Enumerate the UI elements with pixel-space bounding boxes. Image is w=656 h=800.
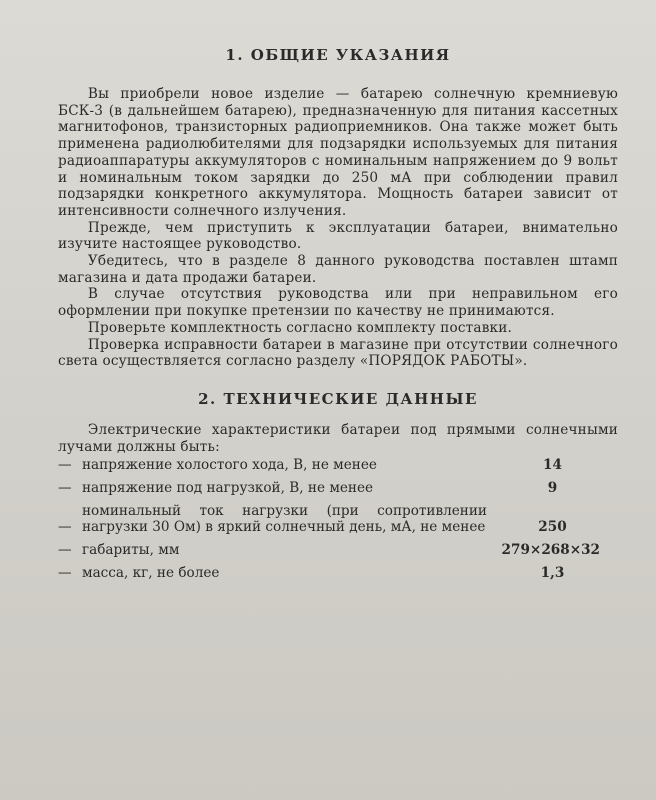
spec-value: 279×268×32 xyxy=(501,542,600,559)
spec-row xyxy=(58,503,618,536)
spec-label: номинальный ток нагрузки (при сопротивлении нагрузки 30 Ом) в яркий солнечный день, мА, не менее xyxy=(82,502,487,536)
section-2-title: 2. ТЕХНИЧЕСКИЕ ДАННЫЕ xyxy=(198,389,478,408)
spec-dash: — xyxy=(58,519,72,536)
spec-label: напряжение под нагрузкой, В, не менее xyxy=(82,480,374,497)
spec-row xyxy=(58,542,618,559)
spec-label: масса, кг, не более xyxy=(82,564,220,581)
paragraph-check: Проверка исправности батареи в магазине при отсутствии солнечного света осуществляется согласно разделу «ПОРЯДОК РАБОТЫ». xyxy=(58,336,618,370)
spec-dash: — xyxy=(58,564,72,581)
paragraph-intro: Вы приобрели новое изделие — батарею солнечную кремниевую БСК-3 (в дальнейшем батарею), предназначенную для питания кассетных магнитофонов, транзисторных радиоприемников. Она также может быть применена радиолюбителями для подзарядки используемых для питания радиоаппаратуры аккумуляторов с номинальным напряжением до 9 вольт и номинальным током зарядки до 250 мА при соблюдении правил подзарядки конкретного аккумулятора. Мощность батареи зависит от интенсивности солнечного излучения. xyxy=(58,86,618,219)
section-1-title: 1. ОБЩИЕ УКАЗАНИЯ xyxy=(225,46,451,64)
spec-value: 14 xyxy=(543,457,562,474)
paragraph-stamp: Убедитесь, что в разделе 8 данного руководства поставлен штамп магазина и дата продажи батареи. xyxy=(58,253,618,286)
spec-value: 1,3 xyxy=(540,564,565,581)
spec-row xyxy=(58,480,618,497)
spec-label: габариты, мм xyxy=(82,542,180,559)
specs-list xyxy=(58,457,618,581)
spec-row xyxy=(58,565,618,582)
spec-label: напряжение холостого хода, В, не менее xyxy=(82,457,377,474)
spec-dash: — xyxy=(58,480,72,497)
spec-value: 250 xyxy=(538,519,567,536)
paragraph-completeness: Проверьте комплектность согласно комплекту поставки. xyxy=(87,319,513,336)
specs-intro: Электрические характеристики батареи под прямыми солнечными лучами должны быть: xyxy=(58,421,618,455)
spec-value: 9 xyxy=(547,480,558,497)
spec-dash: — xyxy=(58,542,72,559)
spec-dash: — xyxy=(58,457,72,474)
paragraph-read-manual: Прежде, чем приступить к эксплуатации батареи, внимательно изучите настоящее руководство. xyxy=(58,219,618,253)
paragraph-claims: В случае отсутствия руководства или при неправильном его оформлении при покупке претензии по качеству не принимаются. xyxy=(58,286,618,320)
spec-row xyxy=(58,457,618,474)
